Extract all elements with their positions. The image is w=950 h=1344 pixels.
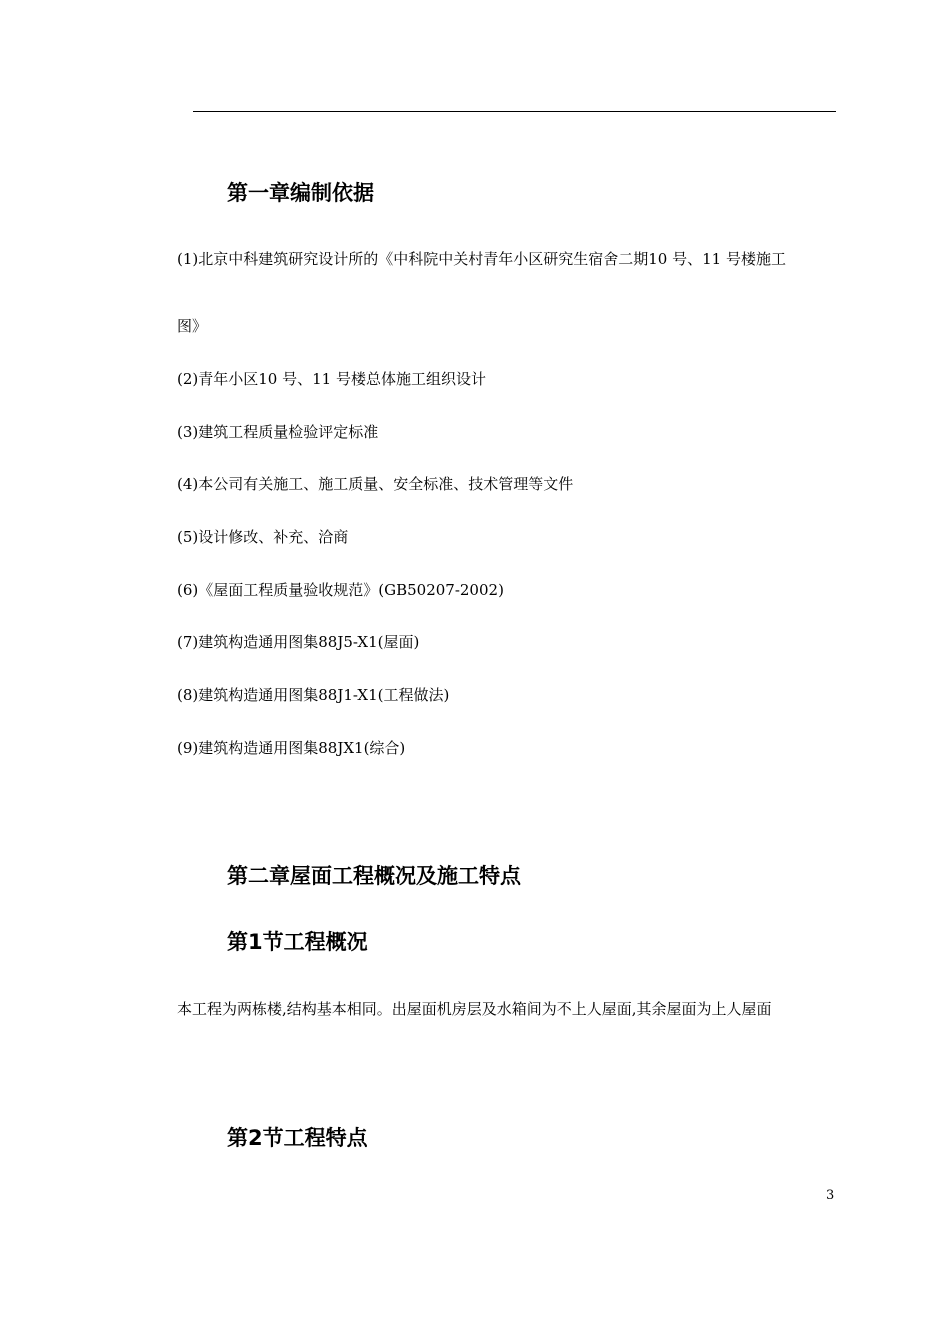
basis-item-7: (7)建筑构造通用图集88J5-X1(屋面) [177,633,420,651]
basis-item-8: (8)建筑构造通用图集88J1-X1(工程做法) [177,686,450,704]
chapter-1-title: 第一章编制依据 [227,181,374,205]
page-number: 3 [826,1188,835,1203]
basis-item-9: (9)建筑构造通用图集88JX1(综合) [177,739,406,757]
basis-item-1: (1)北京中科建筑研究设计所的《中科院中关村青年小区研究生宿舍二期10 号、11 号楼施工 [177,250,786,268]
basis-item-4: (4)本公司有关施工、施工质量、安全标准、技术管理等文件 [177,475,574,493]
chapter-2-title: 第二章屋面工程概况及施工特点 [227,864,521,888]
section-1-title: 第1节工程概况 [227,930,368,954]
section-1-text: 本工程为两栋楼,结构基本相同。出屋面机房层及水箱间为不上人屋面,其余屋面为上人屋面 [177,1000,772,1018]
basis-item-1-continued: 图》 [177,317,208,335]
basis-item-6: (6)《屋面工程质量验收规范》(GB50207-2002) [177,581,504,599]
section-2-title: 第2节工程特点 [227,1126,368,1150]
header-rule [193,111,836,112]
basis-item-3: (3)建筑工程质量检验评定标准 [177,423,379,441]
basis-item-2: (2)青年小区10 号、11 号楼总体施工组织设计 [177,370,486,388]
basis-item-5: (5)设计修改、补充、洽商 [177,528,349,546]
